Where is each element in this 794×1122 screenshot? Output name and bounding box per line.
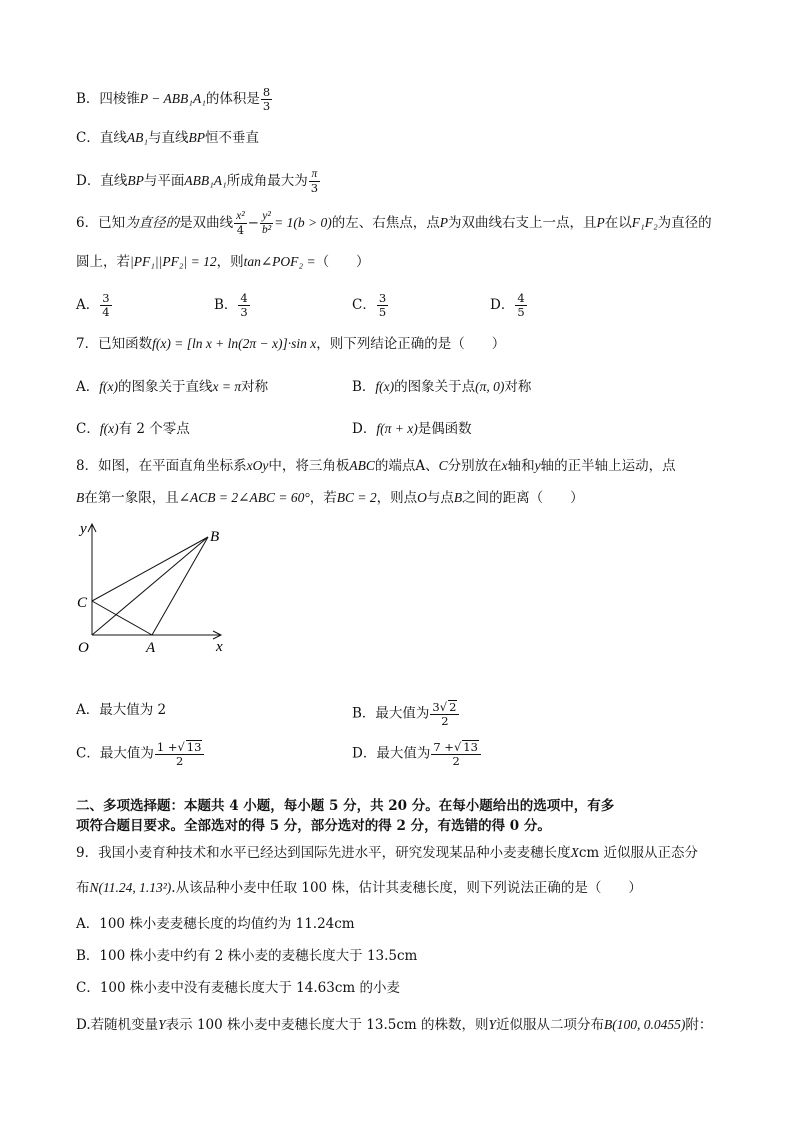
option-fraction bbox=[155, 740, 205, 768]
q9-stem-line1 bbox=[76, 843, 698, 863]
q9-option-a: A．100 株小麦麦穗长度的均值约为 11.24cm bbox=[76, 916, 355, 932]
option-fraction bbox=[100, 292, 111, 319]
q8-expr: y bbox=[534, 458, 541, 473]
segment-ca bbox=[92, 601, 152, 635]
option-expr: f(π + x) bbox=[376, 421, 418, 436]
q9-expr: Y bbox=[158, 1017, 166, 1032]
q6-option-d bbox=[490, 292, 528, 319]
q6-stem-line1 bbox=[76, 210, 712, 237]
option-text: 的图象关于点 bbox=[394, 379, 476, 395]
option-label: D． bbox=[490, 297, 515, 313]
q6-text: 6．已知 bbox=[76, 215, 126, 231]
frac-den: 2 bbox=[441, 714, 449, 728]
q8-expr: BC = 2 bbox=[336, 490, 377, 505]
frac-num-radicand: 13 bbox=[186, 740, 202, 754]
frac-den: b² bbox=[261, 224, 272, 236]
q8-text: 中，将三角板 bbox=[268, 458, 350, 474]
q6-point-p: P bbox=[439, 215, 449, 230]
q6-stem-line2 bbox=[76, 252, 370, 272]
q8-expr: C bbox=[438, 458, 448, 473]
q8-text: 与点 bbox=[426, 490, 454, 506]
option-fraction bbox=[431, 740, 481, 768]
q9-expr: X bbox=[570, 845, 579, 860]
q5-option-c bbox=[76, 128, 259, 148]
q8-text: ，则点 bbox=[376, 490, 418, 506]
option-text: 有 2 个零点 bbox=[118, 421, 190, 437]
option-fraction bbox=[377, 292, 388, 319]
q6-text: 圆上，若 bbox=[76, 254, 130, 270]
q6-option-a bbox=[76, 292, 113, 319]
q9-text: 布 bbox=[76, 880, 90, 896]
q8-figure bbox=[70, 515, 240, 655]
q8-stem-line2 bbox=[76, 488, 584, 508]
frac-num: 3 bbox=[378, 291, 387, 305]
q6-text: ，则 bbox=[216, 254, 244, 270]
option-fraction bbox=[238, 292, 249, 319]
q8-expr: B bbox=[453, 490, 463, 505]
frac-num: 1 +√ 13 bbox=[155, 740, 205, 755]
frac-num: y² bbox=[260, 210, 273, 224]
q9-text: 近似服从二项分布 bbox=[496, 1017, 605, 1033]
q8-expr: x bbox=[501, 458, 508, 473]
option-text: 对称 bbox=[241, 379, 269, 395]
q5-option-d-end: 所成角最大为 bbox=[226, 173, 308, 189]
q8-option-a bbox=[76, 700, 166, 720]
label-b: B bbox=[210, 529, 220, 545]
q6-frac-x bbox=[234, 210, 247, 237]
q7-expr: f(x) = [ln x + ln(2π − x)]·sin x bbox=[152, 336, 317, 351]
q9-text: D.若随机变量 bbox=[76, 1017, 159, 1033]
q6-eq: = 1(b > 0) bbox=[274, 215, 332, 230]
frac-num: x² bbox=[236, 210, 245, 222]
frac-num-coef: 7 + bbox=[433, 740, 454, 754]
frac-den: 5 bbox=[517, 305, 525, 319]
option-label: B． bbox=[352, 379, 376, 395]
q9-text: 9．我国小麦育种技术和水平已经达到国际先进水平，研究发现某品种小麦麦穗长度 bbox=[76, 845, 571, 861]
option-label: A． bbox=[76, 297, 100, 313]
section2-heading-line1: 二、多项选择题：本题共 4 小题，每小题 5 分，共 20 分。在每小题给出的选项中，有多 bbox=[76, 798, 615, 814]
q9-expr: B(100, 0.0455) bbox=[604, 1017, 686, 1032]
q6-text: 的左、右焦点，点 bbox=[331, 215, 440, 231]
frac-num-coef: 1 + bbox=[156, 740, 178, 754]
option-text: A．最大值为 2 bbox=[76, 702, 167, 718]
frac-den: 3 bbox=[240, 305, 248, 319]
frac-den: 4 bbox=[236, 223, 245, 237]
q5-option-b-expr: P − ABB₁A₁ bbox=[139, 91, 206, 106]
label-y: y bbox=[80, 521, 87, 537]
frac-num: 3√ 2 bbox=[430, 700, 459, 715]
option-expr: x = π bbox=[212, 379, 242, 394]
section2-heading-line2: 项符合题目要求。全部选对的得 5 分，部分选对的得 2 分，有选错的得 0 分。 bbox=[76, 818, 551, 834]
q8-text: 在第一象限，且 bbox=[84, 490, 179, 506]
option-text: 是偶函数 bbox=[417, 421, 472, 437]
q7-text: 7．已知函数 bbox=[76, 336, 153, 352]
label-o: O bbox=[78, 640, 89, 655]
option-fraction bbox=[515, 292, 526, 319]
q6-frac-y bbox=[260, 210, 273, 237]
q5-option-c-expr2: BP bbox=[188, 130, 206, 145]
q5-option-b-text: B．四棱锥 bbox=[76, 91, 140, 107]
q6-text: 是双曲线 bbox=[179, 215, 234, 231]
segment-ab bbox=[152, 537, 208, 635]
option-label: C． bbox=[76, 421, 100, 437]
option-expr: f(x) bbox=[99, 379, 118, 394]
q7-option-a bbox=[76, 377, 268, 397]
q8-expr: O bbox=[417, 490, 427, 505]
q8-text: 8．如图，在平面直角坐标系 bbox=[76, 458, 247, 474]
q6-option-b bbox=[214, 292, 251, 319]
option-text: 对称 bbox=[504, 379, 532, 395]
q7-option-b bbox=[352, 377, 531, 397]
q5-option-c-end: 恒不垂直 bbox=[205, 130, 260, 146]
frac-den: 4 bbox=[102, 305, 110, 319]
q8-text: 的端点A、 bbox=[374, 458, 439, 474]
q6-point-p: P bbox=[596, 215, 605, 230]
label-x: x bbox=[216, 639, 223, 655]
q5-option-c-mid: 与直线 bbox=[148, 130, 189, 146]
q9-option-d bbox=[76, 1015, 712, 1035]
q5-option-b bbox=[76, 86, 273, 113]
option-label: A． bbox=[76, 379, 100, 395]
q6-text: 为直径的 bbox=[657, 215, 712, 231]
frac-num-radicand: 2 bbox=[449, 700, 457, 714]
q5-option-c-label: C．直线 bbox=[76, 130, 127, 146]
q5-option-d-mid: 与平面 bbox=[143, 173, 185, 189]
q6-foci: 为直径的 bbox=[125, 215, 180, 230]
q9-expr: N(11.24, 1.13²) bbox=[89, 880, 172, 895]
q8-expr: ∠ACB = 2∠ABC = 60° bbox=[178, 490, 310, 505]
q9-option-c: C．100 株小麦中没有麦穗长度大于 14.63cm 的小麦 bbox=[76, 980, 400, 996]
option-text: 的图象关于直线 bbox=[117, 379, 213, 395]
q9-text: 表示 100 株小麦中麦穗长度大于 13.5cm 的株数，则 bbox=[165, 1017, 489, 1033]
q5-option-d-expr1: BP bbox=[127, 173, 144, 188]
frac-den: 5 bbox=[378, 305, 387, 319]
q9-text: 附： bbox=[685, 1017, 713, 1033]
frac-den: 3 bbox=[310, 181, 319, 195]
q6-minus: − bbox=[247, 215, 259, 231]
label-a: A bbox=[146, 640, 156, 655]
frac-num: 4 bbox=[517, 291, 525, 305]
frac-num: 8 bbox=[262, 85, 271, 99]
option-label: C． bbox=[352, 297, 376, 313]
q9-option-b: B．100 株小麦中约有 2 株小麦的麦穗长度大于 13.5cm bbox=[76, 948, 418, 964]
q8-expr: ABC bbox=[349, 458, 375, 473]
q8-expr: B bbox=[76, 490, 85, 505]
q5-option-c-expr1: AB₁ bbox=[126, 130, 149, 145]
option-fraction bbox=[430, 700, 459, 728]
q5-option-b-fraction bbox=[261, 86, 272, 113]
option-expr: (π, 0) bbox=[475, 379, 505, 394]
q8-text: 轴和 bbox=[507, 458, 535, 474]
option-label: B． bbox=[214, 297, 238, 313]
q7-text: ，则下列结论正确的是（ ） bbox=[316, 336, 506, 352]
q9-text: .从该品种小麦中任取 100 株，估计其麦穗长度，则下列说法正确的是（ ） bbox=[171, 880, 642, 896]
q8-option-b bbox=[352, 700, 460, 728]
q5-option-d-fraction bbox=[309, 168, 320, 195]
q6-expr: |PF₁||PF₂| = 12 bbox=[130, 254, 217, 269]
frac-num: 7 +√ 13 bbox=[431, 740, 481, 755]
q6-f1f2: F₁F₂ bbox=[631, 215, 658, 230]
q6-tan: tan∠POF₂ = bbox=[243, 254, 316, 269]
q8-option-c bbox=[76, 740, 205, 768]
q6-text: 在以 bbox=[604, 215, 632, 231]
q6-paren: （ ） bbox=[315, 254, 370, 270]
option-expr: f(x) bbox=[375, 379, 395, 394]
frac-num: 4 bbox=[240, 291, 248, 305]
q8-text: ，若 bbox=[309, 490, 337, 506]
q5-option-d bbox=[76, 168, 321, 195]
q9-expr: Y bbox=[488, 1017, 497, 1032]
q6-text: 为双曲线右支上一点，且 bbox=[448, 215, 597, 231]
frac-num: 3 bbox=[102, 291, 110, 305]
q7-option-d bbox=[352, 419, 472, 439]
option-label: B．最大值为 bbox=[352, 705, 430, 722]
q5-option-d-label: D．直线 bbox=[76, 173, 128, 189]
q8-text: 分别放在 bbox=[447, 458, 502, 474]
frac-den: 2 bbox=[452, 754, 460, 768]
label-c: C bbox=[77, 595, 88, 611]
option-label: D． bbox=[352, 421, 377, 437]
q8-text: 之间的距离（ ） bbox=[462, 490, 584, 506]
q5-option-d-expr2: ABB₁A₁ bbox=[184, 173, 227, 188]
frac-num-coef: 3 bbox=[432, 700, 440, 714]
q8-text: 轴的正半轴上运动，点 bbox=[540, 458, 676, 474]
frac-num: π bbox=[309, 168, 320, 182]
q7-option-c bbox=[76, 419, 190, 439]
q8-stem-line1 bbox=[76, 456, 676, 476]
q5-option-b-mid: 的体积是 bbox=[205, 91, 260, 107]
q7-stem bbox=[76, 334, 505, 354]
frac-den: 3 bbox=[262, 99, 271, 113]
frac-den: 2 bbox=[175, 754, 184, 768]
q9-text: cm 近似服从正态分 bbox=[578, 845, 698, 861]
segment-ob bbox=[92, 537, 208, 635]
q8-expr: xOy bbox=[246, 458, 269, 473]
frac-num-radicand: 13 bbox=[463, 740, 478, 754]
q6-option-c bbox=[352, 292, 389, 319]
segment-cb bbox=[92, 537, 208, 601]
option-expr: f(x) bbox=[99, 421, 119, 436]
q9-stem-line2 bbox=[76, 878, 642, 898]
option-label: C．最大值为 bbox=[76, 745, 154, 762]
q8-option-d bbox=[352, 740, 482, 768]
option-label: D．最大值为 bbox=[352, 745, 431, 762]
